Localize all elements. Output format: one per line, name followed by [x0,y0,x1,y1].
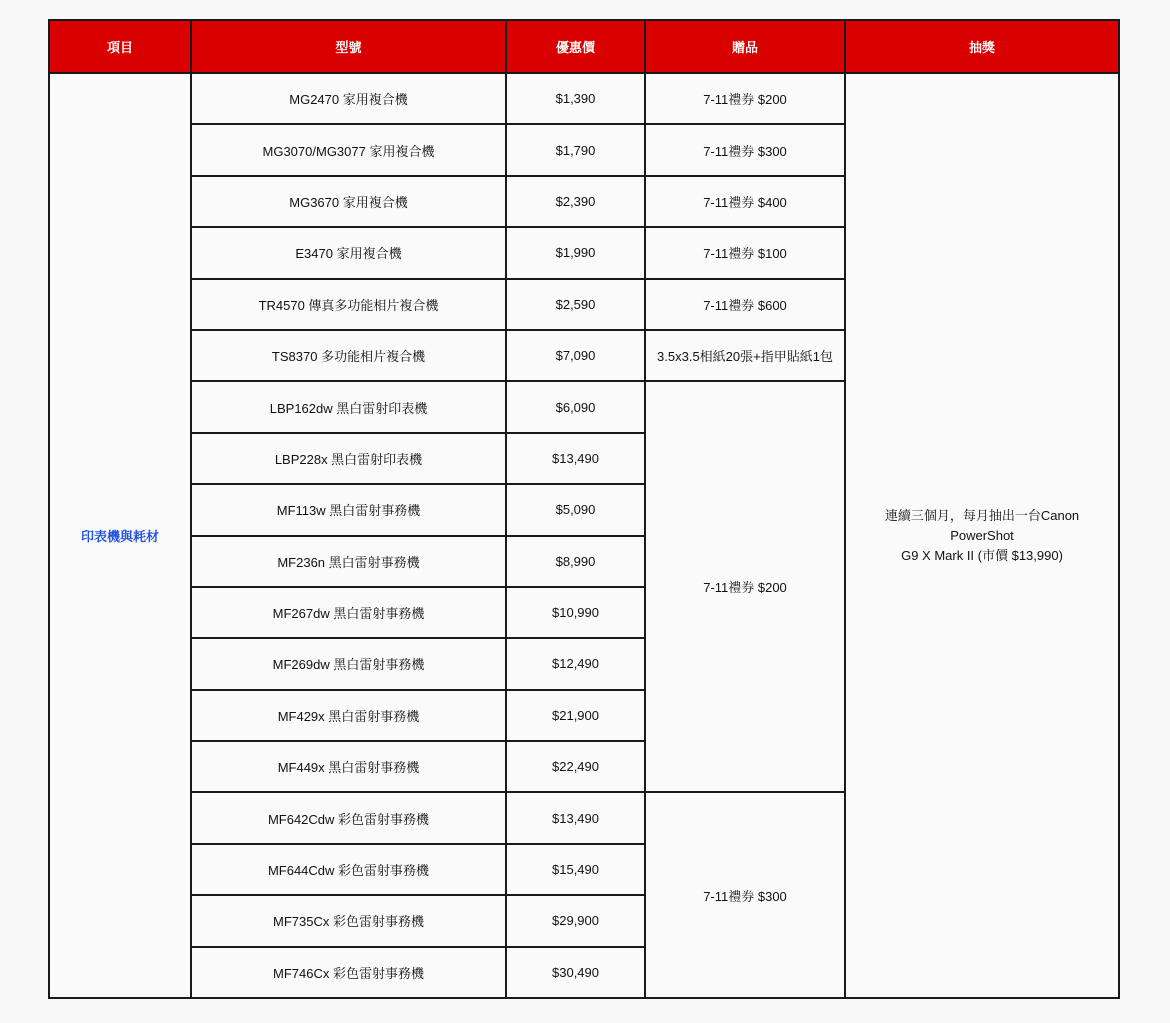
price-cell: $1,990 [506,227,645,278]
gift-cell: 7-11禮券 $600 [645,279,845,330]
price-cell: $6,090 [506,381,645,432]
header-row [49,20,1119,73]
gift-cell-mono-laser: 7-11禮券 $200 [645,381,845,792]
price-cell: $12,490 [506,638,645,689]
model-cell: MG2470 家用複合機 [191,73,506,124]
header-lottery: 抽獎 [845,20,1119,73]
model-cell: MF429x 黑白雷射事務機 [191,690,506,741]
lottery-line-2: G9 X Mark II (市價 $13,990) [901,547,1063,563]
price-cell: $10,990 [506,587,645,638]
price-cell: $15,490 [506,844,645,895]
table-header [49,20,1119,73]
lottery-line-1: 連續三個月，每月抽出一台Canon PowerShot [884,507,1080,543]
price-cell: $30,490 [506,947,645,998]
model-cell: MG3070/MG3077 家用複合機 [191,124,506,175]
price-cell: $21,900 [506,690,645,741]
model-cell: MF642Cdw 彩色雷射事務機 [191,792,506,843]
price-cell: $13,490 [506,792,645,843]
header-item: 項目 [49,20,191,73]
model-cell: E3470 家用複合機 [191,227,506,278]
price-cell: $7,090 [506,330,645,381]
model-cell: TR4570 傳真多功能相片複合機 [191,279,506,330]
model-cell: MF746Cx 彩色雷射事務機 [191,947,506,998]
model-cell: MF113w 黑白雷射事務機 [191,484,506,535]
price-cell: $5,090 [506,484,645,535]
category-cell: 印表機與耗材 [49,73,191,998]
price-cell: $1,790 [506,124,645,175]
price-cell: $1,390 [506,73,645,124]
price-cell: $29,900 [506,895,645,946]
gift-cell: 7-11禮券 $400 [645,176,845,227]
price-cell: $8,990 [506,536,645,587]
header-price: 優惠價 [506,20,645,73]
model-cell: MG3670 家用複合機 [191,176,506,227]
model-cell: MF236n 黑白雷射事務機 [191,536,506,587]
model-cell: LBP228x 黑白雷射印表機 [191,433,506,484]
table-row [49,73,1119,124]
price-cell: $2,390 [506,176,645,227]
header-model: 型號 [191,20,506,73]
model-cell: MF735Cx 彩色雷射事務機 [191,895,506,946]
model-cell: MF449x 黑白雷射事務機 [191,741,506,792]
gift-cell: 3.5x3.5相紙20張+指甲貼紙1包 [645,330,845,381]
model-cell: MF269dw 黑白雷射事務機 [191,638,506,689]
price-cell: $2,590 [506,279,645,330]
model-cell: MF644Cdw 彩色雷射事務機 [191,844,506,895]
table-body [49,73,1119,998]
model-cell: TS8370 多功能相片複合機 [191,330,506,381]
model-cell: MF267dw 黑白雷射事務機 [191,587,506,638]
model-cell: LBP162dw 黑白雷射印表機 [191,381,506,432]
gift-cell: 7-11禮券 $200 [645,73,845,124]
lottery-cell [845,73,1119,998]
gift-cell-color-laser: 7-11禮券 $300 [645,792,845,998]
gift-cell: 7-11禮券 $300 [645,124,845,175]
promotion-table [48,19,1120,999]
price-cell: $22,490 [506,741,645,792]
header-gift: 贈品 [645,20,845,73]
price-cell: $13,490 [506,433,645,484]
gift-cell: 7-11禮券 $100 [645,227,845,278]
